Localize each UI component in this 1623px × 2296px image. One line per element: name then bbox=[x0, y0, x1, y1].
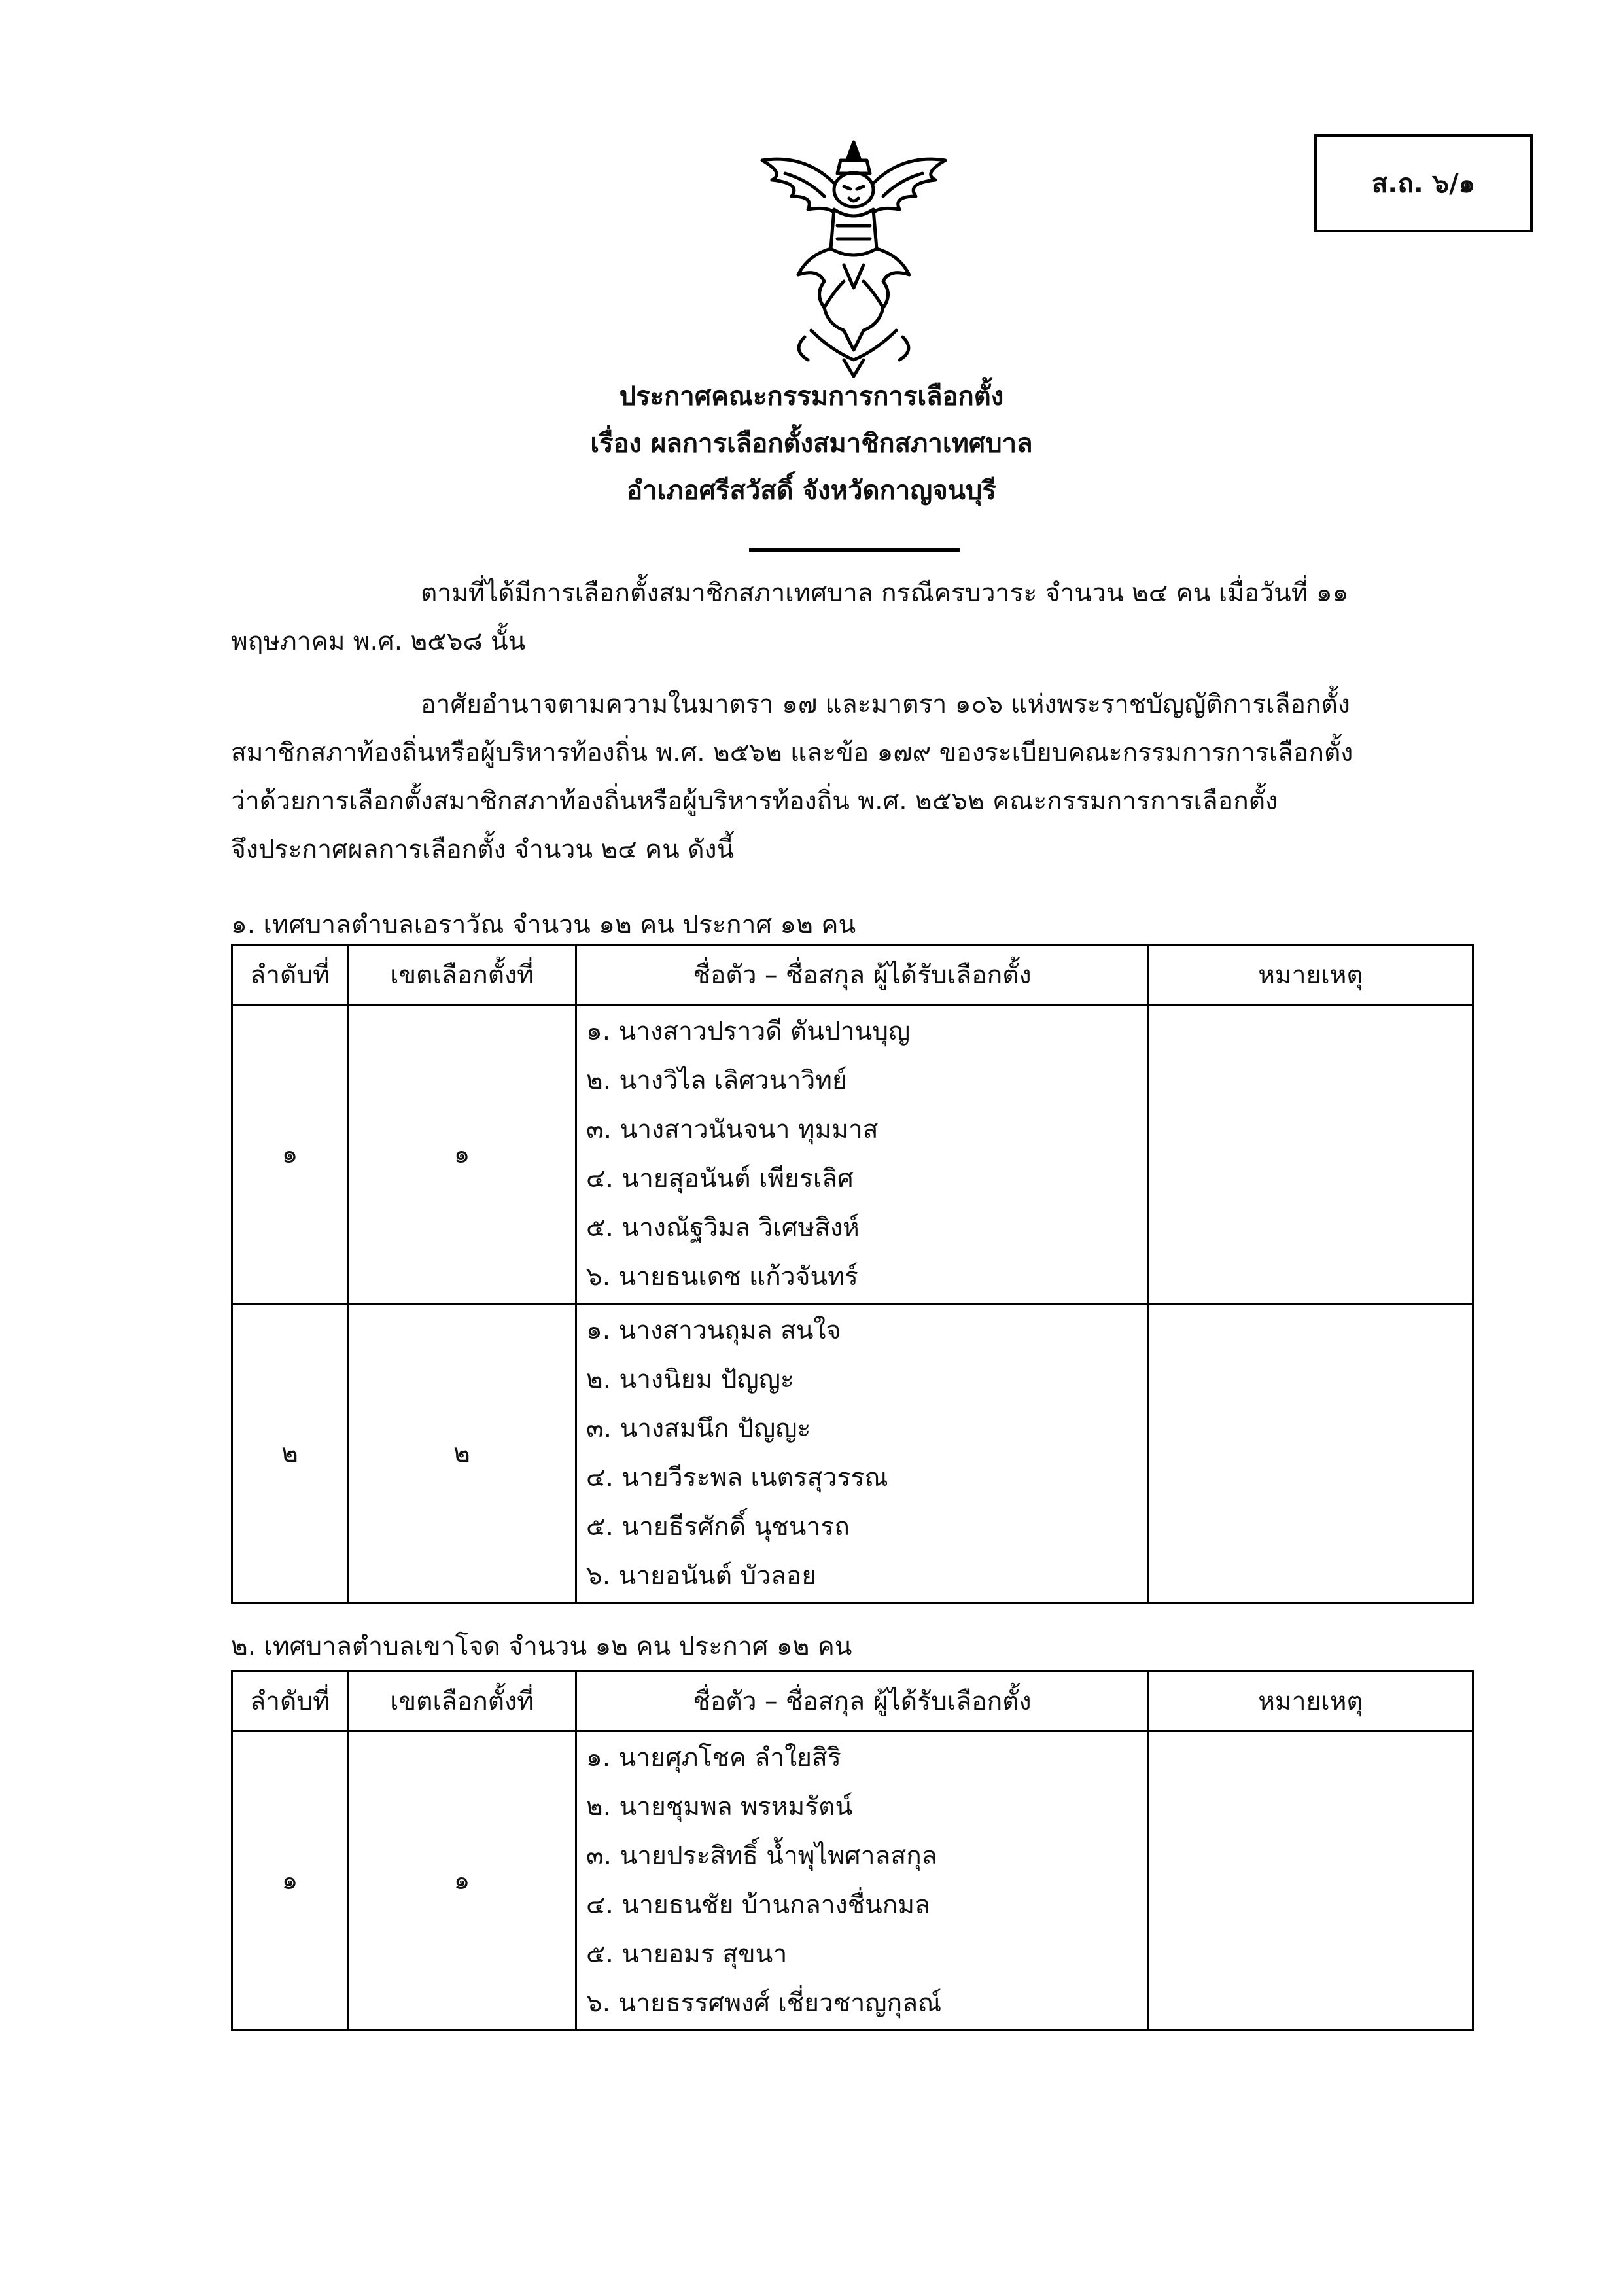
header-remarks: หมายเหตุ bbox=[1149, 1672, 1473, 1731]
elected-name: ๒. นายชุมพล พรหมรัตน์ bbox=[586, 1792, 853, 1822]
announcement-subject: เรื่อง ผลการเลือกตั้งสมาชิกสภาเทศบาล bbox=[590, 429, 1033, 459]
heading-divider bbox=[749, 548, 960, 552]
form-code-box bbox=[1314, 134, 1533, 232]
elected-name: ๒. นางวิไล เลิศวนาวิทย์ bbox=[586, 1066, 847, 1095]
elected-name: ๑. นายศุภโชค ลำใยสิริ bbox=[586, 1743, 841, 1773]
elected-name: ๕. นางณัฐวิมล วิเศษสิงห์ bbox=[586, 1213, 860, 1243]
results-table-section-1 bbox=[231, 944, 1474, 1604]
elected-name: ๒. นางนิยม ปัญญะ bbox=[586, 1365, 794, 1394]
table-row bbox=[232, 1731, 1473, 2030]
order-cell: ๑ bbox=[232, 1005, 348, 1304]
remark-cell bbox=[1149, 1005, 1473, 1304]
header-names: ชื่อตัว – ชื่อสกุล ผู้ได้รับเลือกตั้ง bbox=[576, 945, 1149, 1005]
remark-cell bbox=[1149, 1731, 1473, 2030]
header-names: ชื่อตัว – ชื่อสกุล ผู้ได้รับเลือกตั้ง bbox=[576, 1672, 1149, 1731]
elected-name: ๔. นายวีระพล เนตรสุวรรณ bbox=[586, 1463, 888, 1492]
announcement-location: อำเภอศรีสวัสดิ์ จังหวัดกาญจนบุรี bbox=[627, 476, 996, 506]
paragraph-1-line-1: ตามที่ได้มีการเลือกตั้งสมาชิกสภาเทศบาล กรณีครบวาระ จำนวน ๒๔ คน เมื่อวันที่ ๑๑ bbox=[421, 578, 1349, 608]
paragraph-1-cont bbox=[231, 618, 1474, 666]
header-remarks: หมายเหตุ bbox=[1149, 945, 1473, 1005]
order-cell: ๑ bbox=[232, 1731, 348, 2030]
order-cell: ๒ bbox=[232, 1304, 348, 1603]
remark-cell bbox=[1149, 1304, 1473, 1603]
elected-name: ๔. นายสุอนันต์ เพียรเลิศ bbox=[586, 1164, 854, 1193]
table-row bbox=[232, 1005, 1473, 1304]
paragraph-2-line-4: จึงประกาศผลการเลือกตั้ง จำนวน ๒๔ คน ดังนี้ bbox=[231, 835, 735, 864]
garuda-emblem-icon bbox=[746, 134, 962, 383]
section-2-title: ๒. เทศบาลตำบลเขาโจด จำนวน ๑๒ คน ประกาศ ๑๒ คน bbox=[231, 1632, 852, 1661]
elected-name: ๖. นายธรรศพงศ์ เชี่ยวชาญกุลณ์ bbox=[586, 1988, 942, 2018]
elected-name: ๕. นายธีรศักดิ์ นุชนารถ bbox=[586, 1512, 850, 1542]
elected-name: ๓. นางสาวนันจนา ทุมมาส bbox=[586, 1115, 879, 1144]
district-cell: ๑ bbox=[348, 1005, 576, 1304]
paragraph-2-line-2: สมาชิกสภาท้องถิ่นหรือผู้บริหารท้องถิ่น พ.ศ. ๒๕๖๒ และข้อ ๑๗๙ ของระเบียบคณะกรรมการการเลือกตั้ง bbox=[231, 738, 1353, 768]
names-cell bbox=[576, 1304, 1149, 1603]
paragraph-1 bbox=[231, 569, 1474, 618]
paragraph-1-line-2: พฤษภาคม พ.ศ. ๒๕๖๘ นั้น bbox=[231, 627, 526, 656]
announcement-title: ประกาศคณะกรรมการการเลือกตั้ง bbox=[619, 381, 1004, 412]
district-cell: ๑ bbox=[348, 1731, 576, 2030]
elected-name: ๑. นางสาวนถุมล สนใจ bbox=[586, 1316, 841, 1345]
section-1-title: ๑. เทศบาลตำบลเอราวัณ จำนวน ๑๒ คน ประกาศ ๑๒ คน bbox=[231, 910, 856, 940]
header-district: เขตเลือกตั้งที่ bbox=[348, 945, 576, 1005]
paragraph-2-line-3: ว่าด้วยการเลือกตั้งสมาชิกสภาท้องถิ่นหรือผู้บริหารท้องถิ่น พ.ศ. ๒๕๖๒ คณะกรรมการการเลือกตั้ง bbox=[231, 786, 1278, 816]
table-header-row bbox=[232, 945, 1473, 1005]
names-cell bbox=[576, 1731, 1149, 2030]
elected-name: ๖. นายอนันต์ บัวลอย bbox=[586, 1561, 817, 1591]
elected-name: ๓. นางสมนึก ปัญญะ bbox=[586, 1414, 811, 1443]
paragraph-2-line-1: อาศัยอำนาจตามความในมาตรา ๑๗ และมาตรา ๑๐๖ แห่งพระราชบัญญัติการเลือกตั้ง bbox=[421, 690, 1350, 719]
table-header-row bbox=[232, 1672, 1473, 1731]
district-cell: ๒ bbox=[348, 1304, 576, 1603]
header-order: ลำดับที่ bbox=[232, 945, 348, 1005]
names-cell bbox=[576, 1005, 1149, 1304]
table-row bbox=[232, 1304, 1473, 1603]
header-district: เขตเลือกตั้งที่ bbox=[348, 1672, 576, 1731]
elected-name: ๑. นางสาวปราวดี ตันปานบุญ bbox=[586, 1017, 911, 1046]
form-code: ส.ถ. ๖/๑ bbox=[1371, 169, 1476, 199]
header-order: ลำดับที่ bbox=[232, 1672, 348, 1731]
elected-name: ๔. นายธนชัย บ้านกลางชื่นกมล bbox=[586, 1890, 931, 1920]
elected-name: ๓. นายประสิทธิ์ น้ำพุไพศาลสกุล bbox=[586, 1841, 937, 1871]
paragraph-2 bbox=[231, 680, 1474, 729]
elected-name: ๖. นายธนเดช แก้วจันทร์ bbox=[586, 1262, 858, 1292]
results-table-section-2 bbox=[231, 1670, 1474, 2031]
elected-name: ๕. นายอมร สุขนา bbox=[586, 1939, 788, 1969]
